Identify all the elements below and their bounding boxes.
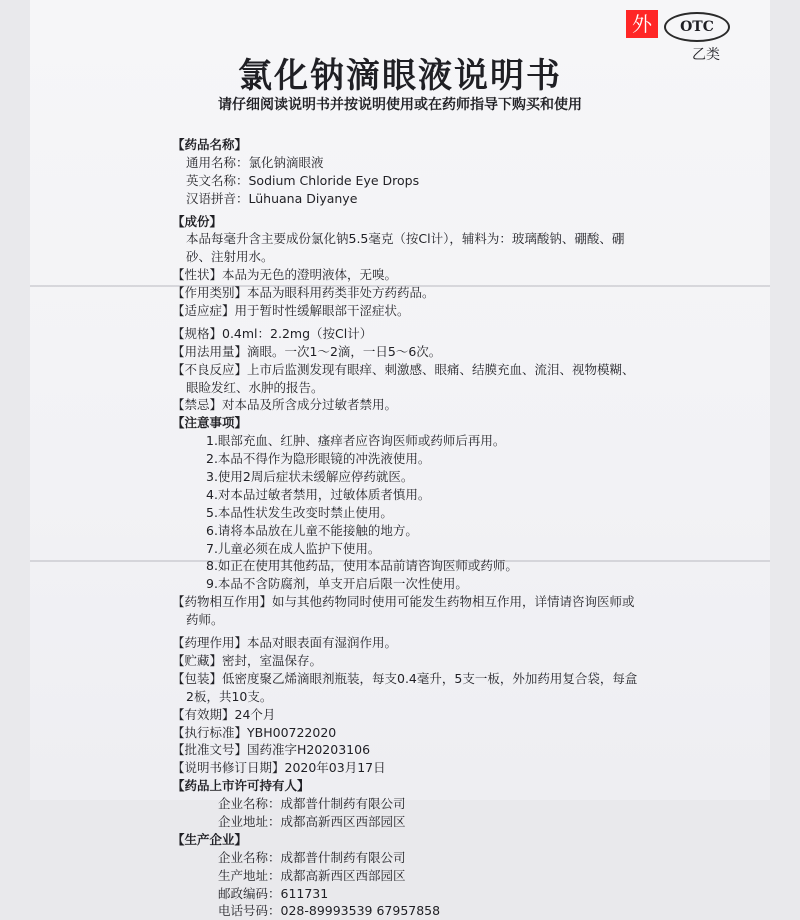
section-heading-license-holder: 【药品上市许可持有人】 bbox=[172, 778, 310, 794]
section-heading-manufacturer: 【生产企业】 bbox=[172, 831, 248, 847]
storage: 【贮藏】密封，室温保存。 bbox=[172, 652, 323, 668]
approval-number: 【批准文号】国药准字H20203106 bbox=[172, 742, 371, 758]
english-name: 英文名称：Sodium Chloride Eye Drops bbox=[186, 172, 420, 188]
holder-address: 企业地址：成都高新西区西部园区 bbox=[218, 813, 406, 829]
external-use-badge: 外 bbox=[626, 10, 658, 38]
section-heading-precautions: 【注意事项】 bbox=[172, 415, 248, 431]
precaution-item: 1.眼部充血、红肿、瘙痒者应咨询医师或药师后再用。 bbox=[206, 433, 506, 449]
postal-code: 邮政编码：611731 bbox=[218, 885, 329, 901]
generic-name: 通用名称：氯化钠滴眼液 bbox=[186, 154, 324, 170]
packaging: 【包装】低密度聚乙烯滴眼剂瓶装，每支0.4毫升，5支一板，外加药用复合袋，每盒 bbox=[172, 670, 638, 686]
precaution-item: 5.本品性状发生改变时禁止使用。 bbox=[206, 504, 393, 520]
otc-category-label: 乙类 bbox=[692, 47, 720, 63]
properties: 【性状】本品为无色的澄明液体，无嗅。 bbox=[172, 267, 398, 283]
contraindications: 【禁忌】对本品及所含成分过敏者禁用。 bbox=[172, 397, 398, 413]
leaflet-subtitle: 请仔细阅读说明书并按说明使用或在药师指导下购买和使用 bbox=[218, 97, 582, 113]
pinyin-name: 汉语拼音：Lühuana Diyanye bbox=[186, 190, 358, 206]
drug-interactions: 【药物相互作用】如与其他药物同时使用可能发生药物相互作用，详情请咨询医师或 bbox=[172, 594, 635, 610]
revision-date: 【说明书修订日期】2020年03月17日 bbox=[172, 760, 386, 776]
section-heading-drug-name: 【药品名称】 bbox=[172, 137, 248, 152]
precaution-item: 7.儿童必须在成人监护下使用。 bbox=[206, 540, 381, 556]
validity-period: 【有效期】24个月 bbox=[172, 706, 276, 722]
specification: 【规格】0.4ml：2.2mg（按Cl计） bbox=[172, 325, 373, 341]
manufacturer-name: 企业名称：成都普什制药有限公司 bbox=[218, 849, 406, 865]
precaution-item: 9.本品不含防腐剂，单支开启后限一次性使用。 bbox=[206, 576, 468, 592]
precaution-item: 2.本品不得作为隐形眼镜的冲洗液使用。 bbox=[206, 451, 431, 467]
adverse-reactions: 眼睑发红、水肿的报告。 bbox=[186, 379, 324, 395]
otc-badge: OTC bbox=[664, 12, 730, 42]
dosage: 【用法用量】滴眼。一次1～2滴，一日5～6次。 bbox=[172, 343, 442, 359]
leaflet-sheet bbox=[30, 0, 770, 919]
drug-category: 【作用类别】本品为眼科用药类非处方药药品。 bbox=[172, 285, 435, 301]
section-heading-composition: 【成份】 bbox=[172, 213, 223, 229]
precaution-item: 8.如正在使用其他药品，使用本品前请咨询医师或药师。 bbox=[206, 558, 518, 574]
packaging: 2板，共10支。 bbox=[186, 688, 273, 704]
drug-interactions: 药师。 bbox=[186, 612, 224, 628]
phone-number: 电话号码：028-89993539 67957858 bbox=[218, 903, 441, 919]
execution-standard: 【执行标准】YBH00722020 bbox=[172, 724, 337, 740]
adverse-reactions: 【不良反应】上市后监测发现有眼痒、刺激感、眼痛、结膜充血、流泪、视物模糊、 bbox=[172, 361, 635, 377]
precaution-item: 4.对本品过敏者禁用，过敏体质者慎用。 bbox=[206, 486, 431, 502]
leaflet-title: 氯化钠滴眼液说明书 bbox=[238, 56, 562, 96]
manufacturer-address: 生产地址：成都高新西区西部园区 bbox=[218, 867, 406, 883]
composition-text: 本品每毫升含主要成份氯化钠5.5毫克（按Cl计），辅料为：玻璃酸钠、硼酸、硼 bbox=[186, 231, 625, 247]
indications: 【适应症】用于暂时性缓解眼部干涩症状。 bbox=[172, 303, 410, 319]
holder-name: 企业名称：成都普什制药有限公司 bbox=[218, 796, 406, 812]
precaution-item: 3.使用2周后症状未缓解应停药就医。 bbox=[206, 469, 414, 485]
leaflet-content bbox=[172, 136, 732, 920]
precaution-item: 6.请将本品放在儿童不能接触的地方。 bbox=[206, 522, 418, 538]
pharmacology: 【药理作用】本品对眼表面有湿润作用。 bbox=[172, 635, 398, 651]
composition-text: 砂、注射用水。 bbox=[186, 249, 274, 265]
